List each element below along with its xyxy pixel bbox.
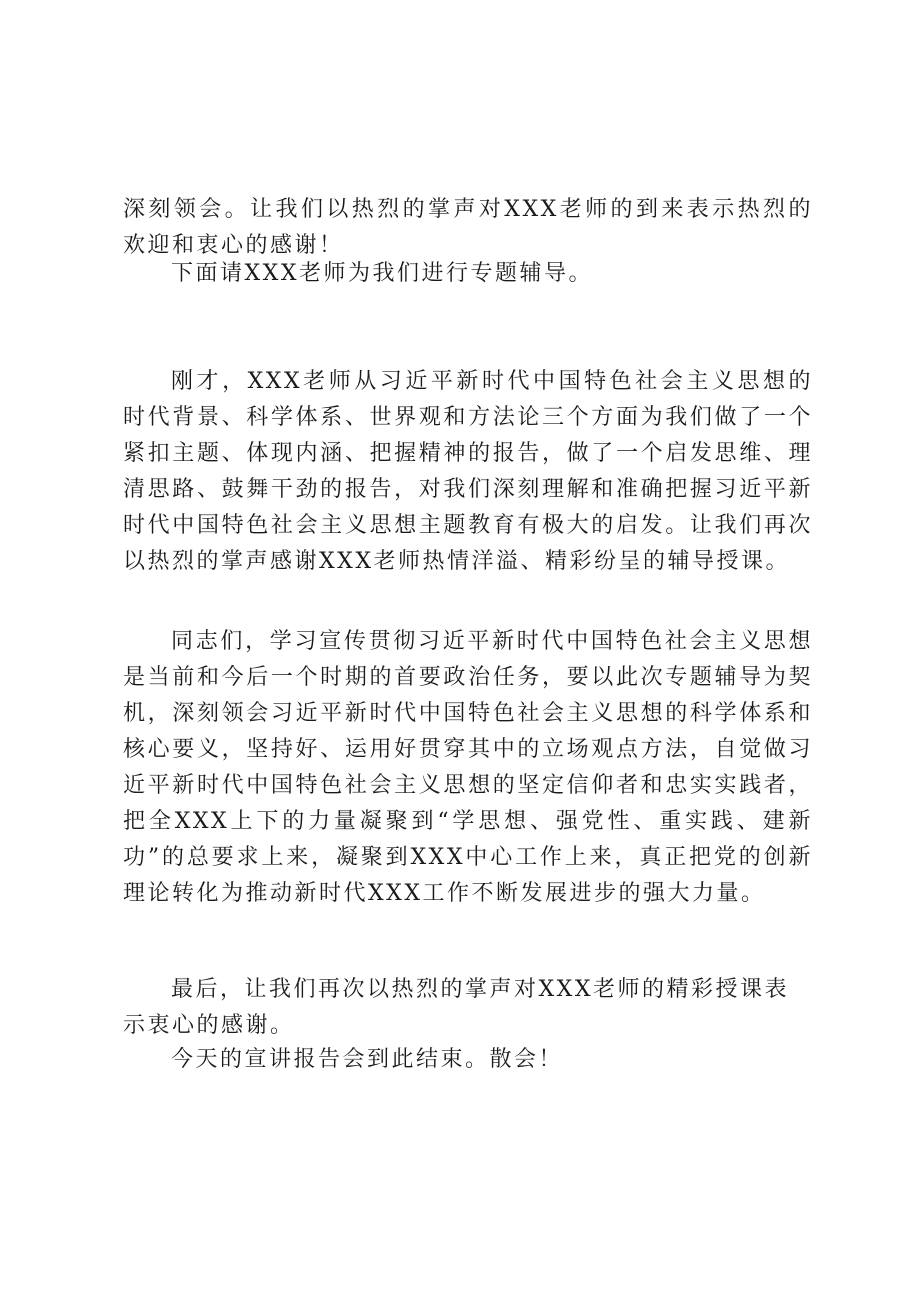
- paragraph-lecture-summary: 刚才，XXX老师从习近平新时代中国特色社会主义思想的时代背景、科学体系、世界观和方法论三个方面为我们做了一个紧扣主题、体现内涵、把握精神的报告，做了一个启发思维、理清思路、鼓舞干劲的报告，对我们深刻理解和准确把握习近平新时代中国特色社会主义思想主题教育有极大的启发。让我们再次以热烈的掌声感谢XXX老师热情洋溢、精彩纷呈的辅导授课。: [123, 369, 813, 574]
- paragraph-study-requirements: 同志们，学习宣传贯彻习近平新时代中国特色社会主义思想是当前和今后一个时期的首要政治任务，要以此次专题辅导为契机，深刻领会习近平新时代中国特色社会主义思想的科学体系和核心要义，坚持好、运用好贯穿其中的立场观点方法，自觉做习近平新时代中国特色社会主义思想的坚定信仰者和忠实实践者，把全XXX上下的力量凝聚到“学思想、强党性、重实践、建新功”的总要求上来，凝聚到XXX中心工作上来，真正把党的创新理论转化为推动新时代XXX工作不断发展进步的强大力量。: [123, 629, 813, 906]
- paragraph-final-thanks: [123, 972, 813, 1044]
- paragraph-final-thanks-line-1: 最后，让我们再次以热烈的掌声对XXX老师的精彩授课表: [171, 977, 789, 1002]
- paragraph-welcome-closing: 深刻领会。让我们以热烈的掌声对XXX老师的到来表示热烈的欢迎和衷心的感谢！: [123, 197, 813, 258]
- paragraph-final-thanks-line-2: 示衷心的感谢。: [123, 1013, 295, 1038]
- paragraph-introduce-speaker: 下面请XXX老师为我们进行专题辅导。: [171, 261, 593, 286]
- paragraph-meeting-adjourned: 今天的宣讲报告会到此结束。散会！: [171, 1047, 564, 1072]
